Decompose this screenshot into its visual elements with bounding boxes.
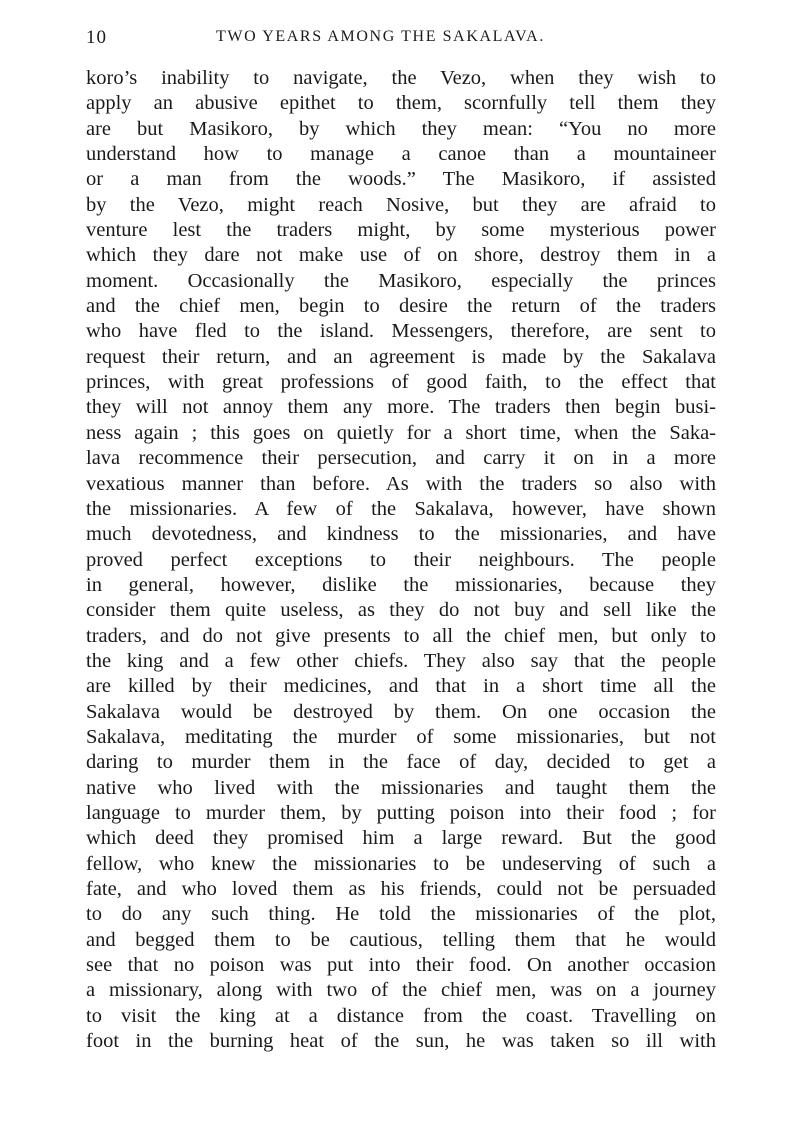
text-line: ness again ; this goes on quietly for a short time, when the Saka- [86,421,716,444]
text-line: traders, and do not give presents to all the chief men, but only to [86,624,716,647]
text-line: are but Masikoro, by which they mean: “You no more [86,117,716,140]
text-line: consider them quite useless, as they do not buy and sell like the [86,599,716,622]
text-line: fellow, who knew the missionaries to be undeserving of such a [86,852,716,875]
text-line: a missionary, along with two of the chief men, was on a journey [86,979,716,1002]
text-line: Sakalava, meditating the murder of some missionaries, but not [86,725,716,748]
text-line: language to murder them, by putting poison into their food ; for [86,801,716,824]
text-line: and the chief men, begin to desire the return of the traders [86,295,716,318]
text-line: apply an abusive epithet to them, scornfully tell them they [86,92,716,115]
page-number: 10 [86,27,107,48]
text-line: understand how to manage a canoe than a mountaineer [86,143,716,166]
text-line: in general, however, dislike the missionaries, because they [86,573,716,596]
text-line: vexatious manner than before. As with the traders so also with [86,472,716,495]
text-line: lava recommence their persecution, and carry it on in a more [86,447,716,470]
text-line: the king and a few other chiefs. They also say that the people [86,649,716,672]
text-line: request their return, and an agreement is made by the Sakalava [86,345,716,368]
text-line: koro’s inability to navigate, the Vezo, when they wish to [86,67,716,89]
text-line: moment. Occasionally the Masikoro, especially the princes [86,269,716,292]
text-line: Sakalava would be destroyed by them. On one occasion the [86,700,716,723]
text-line: or a man from the woods.” The Masikoro, if assisted [86,168,716,191]
text-line: princes, with great professions of good faith, to the effect that [86,371,716,394]
text-line: daring to murder them in the face of day, decided to get a [86,751,716,774]
running-title: TWO YEARS AMONG THE SAKALAVA. [216,28,545,45]
text-line: which they dare not make use of on shore, destroy them in a [86,244,716,267]
body-text [86,66,716,1054]
text-line: which deed they promised him a large reward. But the good [86,827,716,850]
text-line: by the Vezo, might reach Nosive, but they are afraid to [86,193,716,216]
text-line: the missionaries. A few of the Sakalava, however, have shown [86,497,716,520]
text-line: much devotedness, and kindness to the missionaries, and have [86,523,716,546]
text-line: proved perfect exceptions to their neighbours. The people [86,548,716,571]
text-line: they will not annoy them any more. The traders then begin busi- [86,396,716,419]
text-line: foot in the burning heat of the sun, he was taken so ill with [86,1030,716,1053]
text-line: fate, and who loved them as his friends, could not be persuaded [86,878,716,900]
text-line: to visit the king at a distance from the coast. Travelling on [86,1004,716,1027]
text-line: see that no poison was put into their food. On another occasion [86,954,716,977]
running-head [86,27,716,51]
text-line: to do any such thing. He told the missionaries of the plot, [86,903,716,926]
text-line: and begged them to be cautious, telling them that he would [86,928,716,951]
text-line: venture lest the traders might, by some mysterious power [86,219,716,242]
text-line: who have fled to the island. Messengers, therefore, are sent to [86,320,716,343]
text-line: native who lived with the missionaries and taught them the [86,776,716,799]
text-line: are killed by their medicines, and that in a short time all the [86,675,716,698]
